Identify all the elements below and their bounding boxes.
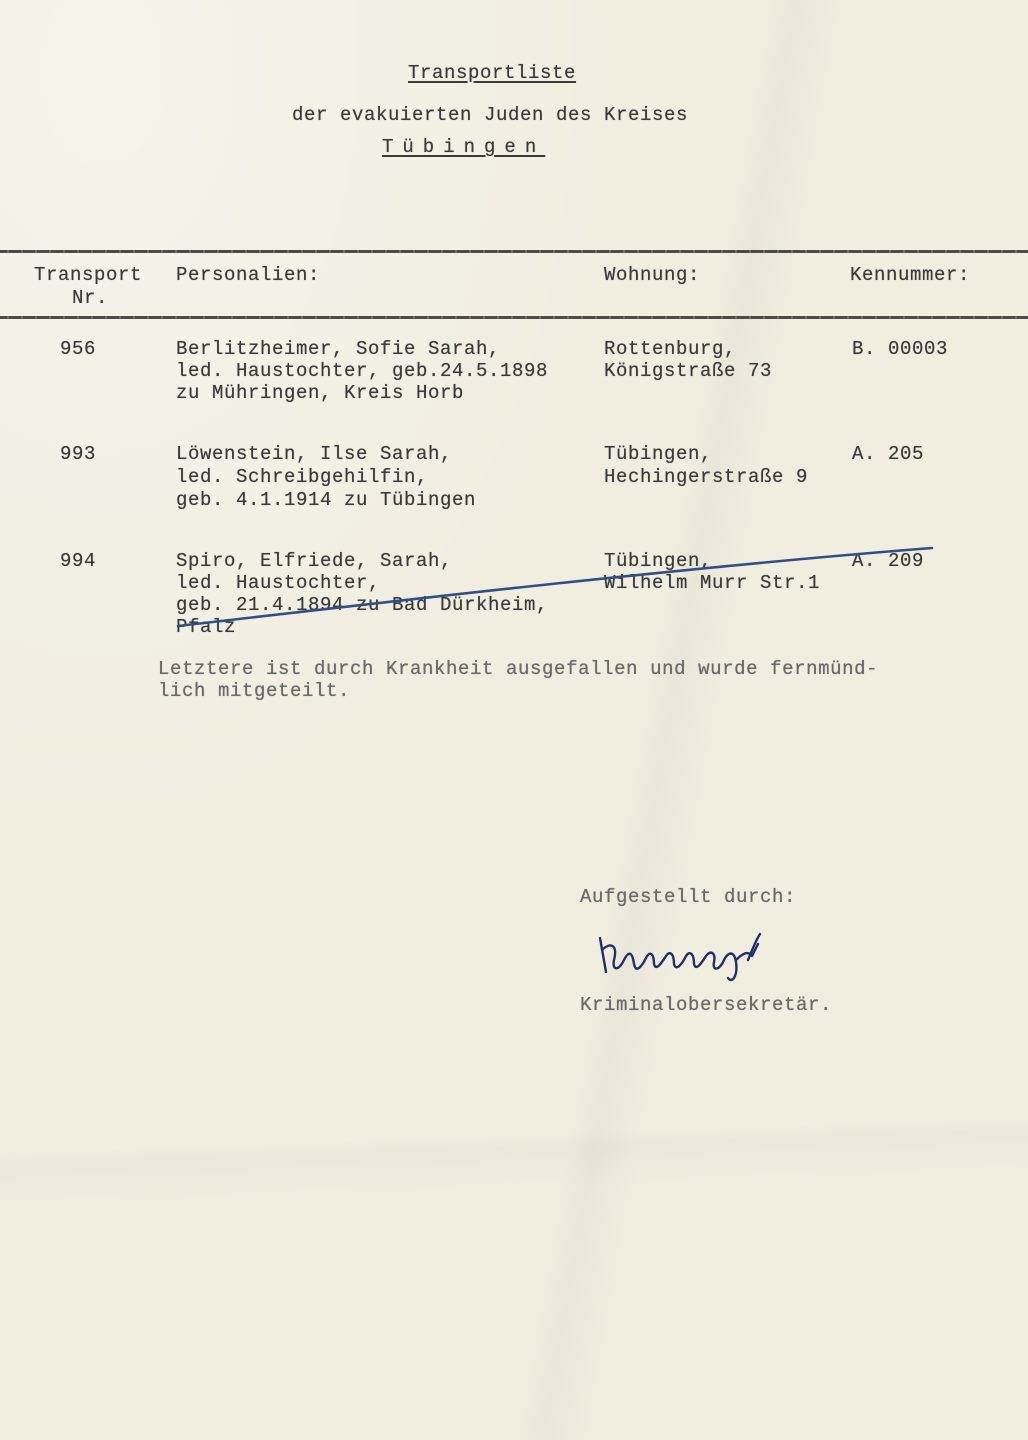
entry-personalien-line: led. Schreibgehilfin, (176, 466, 429, 488)
entry-personalien-line: Spiro, Elfriede, Sarah, (176, 550, 453, 572)
entry-personalien-line: led. Haustochter, geb.24.5.1898 (176, 360, 549, 382)
district-name: Tübingen (382, 136, 546, 158)
col-header-transport: Transport (34, 264, 143, 286)
entry-kennummer: B. 00003 (852, 338, 949, 360)
entry-personalien-line: Pfalz (176, 616, 237, 638)
entry-personalien-line: Löwenstein, Ilse Sarah, (176, 443, 453, 465)
entry-personalien-line: geb. 21.4.1894 zu Bad Dürkheim, (176, 594, 549, 616)
entry-wohnung-line: Königstraße 73 (604, 360, 773, 382)
entry-nr: 994 (60, 550, 97, 572)
rank-label: Kriminalobersekretär. (580, 994, 833, 1016)
note-line: Letztere ist durch Krankheit ausgefallen und wurde fernmünd- (158, 658, 879, 680)
entry-personalien-line: zu Mühringen, Kreis Horb (176, 382, 465, 404)
header-rule-top (0, 250, 1028, 253)
document-subtitle: der evakuierten Juden des Kreises (292, 104, 689, 126)
entry-nr: 956 (60, 338, 97, 360)
handwritten-signature (588, 920, 788, 990)
note-line: lich mitgeteilt. (158, 680, 351, 702)
entry-wohnung-line: Hechingerstraße 9 (604, 466, 809, 488)
prepared-by-label: Aufgestellt durch: (580, 886, 797, 908)
entry-kennummer: A. 205 (852, 443, 925, 465)
entry-personalien-line: geb. 4.1.1914 zu Tübingen (176, 489, 477, 511)
entry-personalien-line: Berlitzheimer, Sofie Sarah, (176, 338, 501, 360)
col-header-personalien: Personalien: (176, 264, 321, 286)
entry-wohnung-line: Rottenburg, (604, 338, 737, 360)
entry-wohnung-line: Tübingen, (604, 550, 713, 572)
entry-wohnung-line: Wilhelm Murr Str.1 (604, 572, 821, 594)
entry-kennummer: A. 209 (852, 550, 925, 572)
entry-wohnung-line: Tübingen, (604, 443, 713, 465)
entry-nr: 993 (60, 443, 97, 465)
entry-personalien-line: led. Haustochter, (176, 572, 381, 594)
signature-stroke (600, 934, 760, 980)
col-header-wohnung: Wohnung: (604, 264, 701, 286)
header-rule-bottom (0, 316, 1028, 319)
col-header-kennummer: Kennummer: (850, 264, 971, 286)
col-header-transport-nr: Nr. (72, 287, 109, 309)
document-title: Transportliste (408, 62, 577, 84)
